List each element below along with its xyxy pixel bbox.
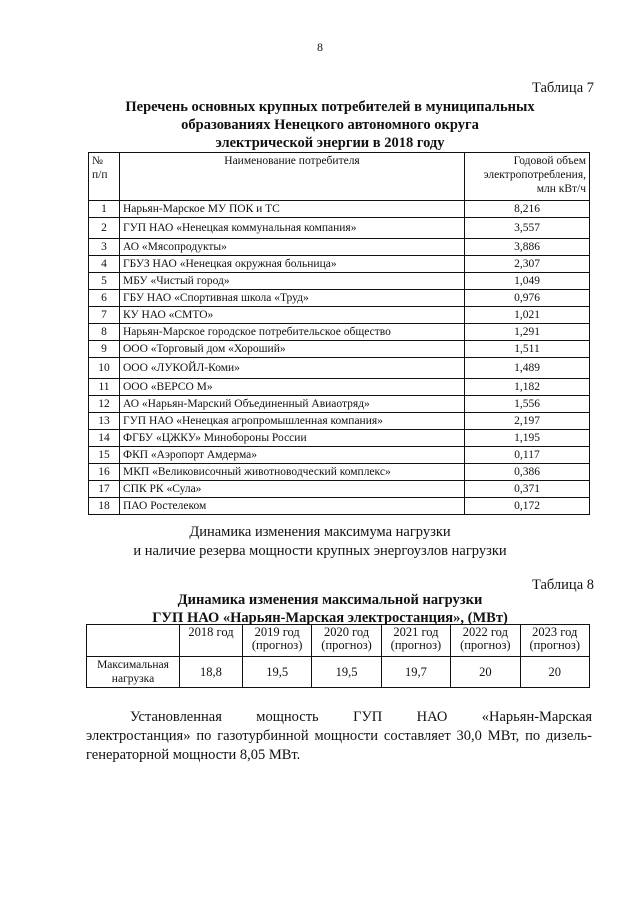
table-row — [89, 498, 590, 515]
row-num: 12 — [89, 396, 120, 413]
consumer-name: АО «Нарьян-Марский Объединенный Авиаотряд» — [120, 396, 465, 413]
consumer-name: МКП «Великовисочный животноводческий комплекс» — [120, 464, 465, 481]
table7-title-line: электрической энергии в 2018 году — [215, 135, 445, 151]
table-header-row — [87, 625, 590, 657]
consumer-name: Нарьян-Марское городское потребительское общество — [120, 324, 465, 341]
row-num: 6 — [89, 290, 120, 307]
dynamics-heading-line: Динамика изменения максимума нагрузки — [189, 524, 451, 540]
consumption-value: 1,511 — [465, 341, 590, 358]
consumer-name: ГБУ НАО «Спортивная школа «Труд» — [120, 290, 465, 307]
row-num: 15 — [89, 447, 120, 464]
paragraph-rest: электростанция» по газотурбинной мощности составляет 30,0 МВт, по дизель-генераторной мощности 8,05 МВт. — [86, 728, 592, 763]
consumption-value: 1,489 — [465, 358, 590, 379]
table7-title — [80, 98, 580, 152]
consumption-value: 0,371 — [465, 481, 590, 498]
consumer-name: ООО «ВЕРСО М» — [120, 379, 465, 396]
table-row — [89, 201, 590, 218]
capacity-paragraph — [86, 708, 592, 765]
table-header-row — [89, 153, 590, 201]
consumers-table — [88, 152, 590, 515]
load-value: 18,8 — [180, 657, 243, 688]
row-num: 13 — [89, 413, 120, 430]
table-row — [89, 379, 590, 396]
table-row — [89, 256, 590, 273]
table-row — [89, 396, 590, 413]
page-number: 8 — [317, 40, 323, 54]
row-num: 17 — [89, 481, 120, 498]
table-row — [89, 430, 590, 447]
table8-label: Таблица 8 — [531, 577, 594, 593]
table-row — [89, 218, 590, 239]
consumer-name: ФКП «Аэропорт Амдерма» — [120, 447, 465, 464]
header-year: 2018 год — [180, 625, 243, 657]
row-num: 4 — [89, 256, 120, 273]
row-num: 2 — [89, 218, 120, 239]
table-row — [89, 447, 590, 464]
table-row — [89, 481, 590, 498]
header-value: Годовой объем электропотребления, млн кВт/ч — [465, 153, 590, 201]
table-row — [89, 239, 590, 256]
consumer-name: ГУП НАО «Ненецкая агропромышленная компания» — [120, 413, 465, 430]
consumption-value: 8,216 — [465, 201, 590, 218]
consumer-name: ГБУЗ НАО «Ненецкая окружная больница» — [120, 256, 465, 273]
header-year: 2021 год (прогноз) — [381, 625, 450, 657]
consumer-name: СПК РК «Сула» — [120, 481, 465, 498]
consumption-value: 0,976 — [465, 290, 590, 307]
row-num: 16 — [89, 464, 120, 481]
header-year: 2022 год (прогноз) — [451, 625, 520, 657]
table-row — [89, 464, 590, 481]
table-row — [89, 307, 590, 324]
consumption-value: 3,557 — [465, 218, 590, 239]
header-year: 2020 год (прогноз) — [312, 625, 381, 657]
consumer-name: Нарьян-Марское МУ ПОК и ТС — [120, 201, 465, 218]
row-num: 5 — [89, 273, 120, 290]
table-row — [89, 290, 590, 307]
load-value: 19,5 — [242, 657, 311, 688]
row-num: 9 — [89, 341, 120, 358]
table8-title-line: ГУП НАО «Нарьян-Марская электростанция», (МВт) — [152, 610, 508, 626]
dynamics-heading-line: и наличие резерва мощности крупных энергоузлов нагрузки — [133, 543, 507, 559]
table-row — [89, 324, 590, 341]
consumption-value: 0,386 — [465, 464, 590, 481]
table-row — [89, 358, 590, 379]
load-value: 19,7 — [381, 657, 450, 688]
row-num: 14 — [89, 430, 120, 447]
row-num: 18 — [89, 498, 120, 515]
row-num: 7 — [89, 307, 120, 324]
consumer-name: ФГБУ «ЦЖКУ» Минобороны России — [120, 430, 465, 447]
table-row — [89, 273, 590, 290]
table-row — [89, 413, 590, 430]
load-value: 19,5 — [312, 657, 381, 688]
table-row — [87, 657, 590, 688]
row-label: Максимальная нагрузка — [87, 657, 180, 688]
consumption-value: 1,195 — [465, 430, 590, 447]
header-year: 2019 год (прогноз) — [242, 625, 311, 657]
consumption-value: 1,291 — [465, 324, 590, 341]
table-row — [89, 341, 590, 358]
consumption-value: 2,307 — [465, 256, 590, 273]
table8-title — [80, 591, 580, 627]
consumer-name: КУ НАО «СМТО» — [120, 307, 465, 324]
row-num: 3 — [89, 239, 120, 256]
consumer-name: ООО «Торговый дом «Хороший» — [120, 341, 465, 358]
consumption-value: 1,182 — [465, 379, 590, 396]
table8-title-line: Динамика изменения максимальной нагрузки — [177, 592, 483, 608]
header-name: Наименование потребителя — [120, 153, 465, 201]
consumer-name: МБУ «Чистый город» — [120, 273, 465, 290]
consumer-name: АО «Мясопродукты» — [120, 239, 465, 256]
consumer-name: ООО «ЛУКОЙЛ-Коми» — [120, 358, 465, 379]
consumption-value: 3,886 — [465, 239, 590, 256]
paragraph-line: Установленная мощность ГУП НАО «Нарьян-Марская — [130, 709, 592, 725]
table7-label: Таблица 7 — [531, 80, 594, 96]
consumption-value: 0,172 — [465, 498, 590, 515]
load-value: 20 — [451, 657, 520, 688]
row-num: 8 — [89, 324, 120, 341]
row-num: 11 — [89, 379, 120, 396]
row-num: 10 — [89, 358, 120, 379]
row-num: 1 — [89, 201, 120, 218]
header-year: 2023 год (прогноз) — [520, 625, 589, 657]
load-value: 20 — [520, 657, 589, 688]
consumption-value: 2,197 — [465, 413, 590, 430]
header-empty — [87, 625, 180, 657]
consumer-name: ПАО Ростелеком — [120, 498, 465, 515]
header-num: № п/п — [89, 153, 120, 201]
consumption-value: 1,049 — [465, 273, 590, 290]
consumer-name: ГУП НАО «Ненецкая коммунальная компания» — [120, 218, 465, 239]
consumption-value: 1,021 — [465, 307, 590, 324]
table7-title-line: Перечень основных крупных потребителей в муниципальных — [125, 99, 535, 115]
consumption-value: 0,117 — [465, 447, 590, 464]
load-dynamics-table — [86, 624, 590, 688]
table7-title-line: образованиях Ненецкого автономного округа — [181, 117, 479, 133]
consumption-value: 1,556 — [465, 396, 590, 413]
